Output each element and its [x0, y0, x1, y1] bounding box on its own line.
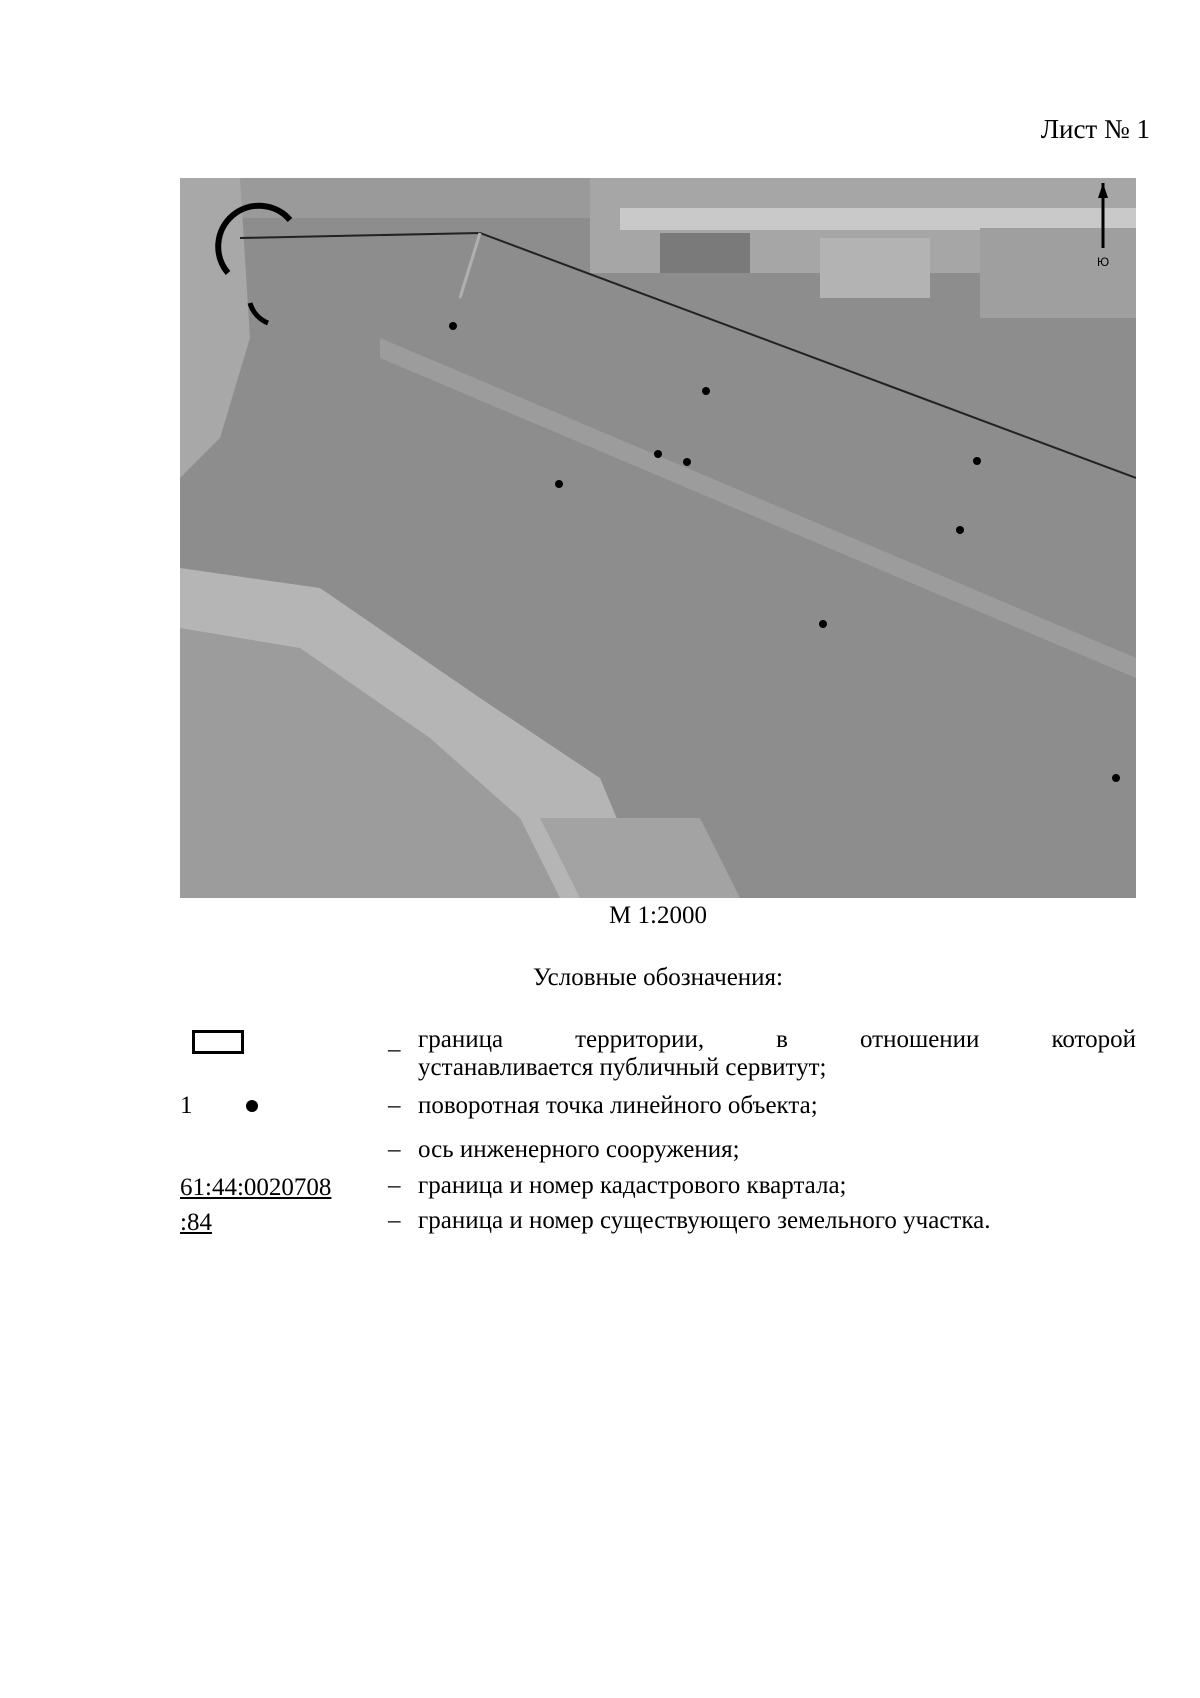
legend-dash: –: [388, 1207, 401, 1234]
legend-word: территории,: [575, 1026, 705, 1053]
legend-word: отношении: [859, 1026, 980, 1053]
legend-description: граница и номер существующего земельного участка.: [418, 1207, 991, 1234]
turning-point-dot-icon: [246, 1100, 258, 1112]
map-turning-point: [973, 457, 981, 465]
legend-word: в: [776, 1026, 788, 1053]
map-turning-point: [702, 387, 710, 395]
legend-dash: –: [388, 1136, 401, 1163]
map-building: [660, 233, 750, 273]
legend-dash: –: [388, 1172, 401, 1199]
legend-dash: –: [388, 1036, 401, 1063]
map-road-top: [620, 208, 1136, 230]
map-scale: М 1:2000: [609, 902, 707, 929]
aerial-map-image: [180, 178, 1136, 898]
map-path: [460, 233, 480, 298]
legend-description-line1: [418, 1026, 1136, 1054]
map-turning-point: [956, 526, 964, 534]
aerial-map: [180, 178, 1136, 898]
legend-word: которой: [1051, 1026, 1136, 1053]
legend-description-line2: устанавливается публичный сервитут;: [418, 1054, 827, 1081]
boundary-rectangle-icon: [192, 1030, 244, 1054]
map-arc-lower: [250, 303, 268, 323]
map-turning-point: [555, 480, 563, 488]
legend-description: поворотная точка линейного объекта;: [418, 1092, 818, 1119]
sheet-number: Лист № 1: [1040, 114, 1150, 144]
map-building: [820, 238, 930, 298]
map-turning-point: [683, 458, 691, 466]
north-arrow-label: Ю: [1097, 255, 1110, 269]
map-turning-point: [449, 322, 457, 330]
map-turning-point: [1112, 774, 1120, 782]
map-left-area: [180, 178, 250, 478]
map-turning-point: [654, 450, 662, 458]
legend-word: граница: [418, 1026, 504, 1053]
cadastral-quarter-number: 61:44:0020708: [180, 1174, 332, 1201]
map-turning-point: [819, 620, 827, 628]
legend-description: ось инженерного сооружения;: [418, 1136, 740, 1163]
map-embankment-line: [380, 338, 1136, 678]
map-building: [980, 228, 1136, 318]
legend-description: [418, 1026, 1136, 1082]
land-plot-number: :84: [180, 1209, 212, 1236]
legend-description: граница и номер кадастрового квартала;: [418, 1172, 847, 1199]
legend-title: Условные обозначения:: [532, 964, 784, 991]
legend-point-number: 1: [180, 1092, 193, 1119]
legend-dash: –: [388, 1092, 401, 1119]
